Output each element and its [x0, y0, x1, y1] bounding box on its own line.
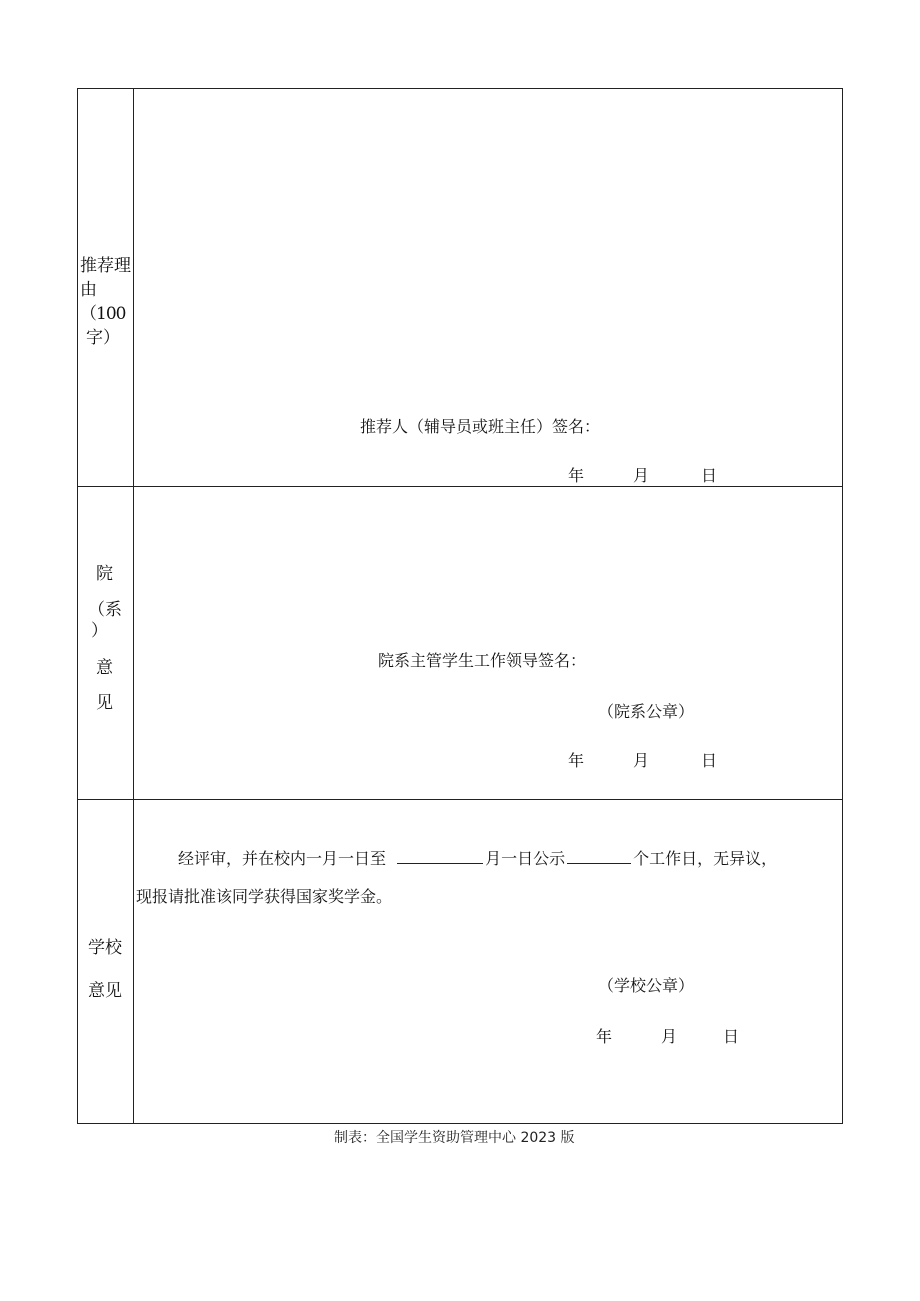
statement-part1: 经评审，并在校内一月一日至: [178, 849, 387, 868]
department-date-month: 月: [633, 751, 650, 770]
department-label-line: （系: [88, 600, 122, 620]
department-seal: （院系公章）: [598, 702, 695, 721]
department-label-line: ）: [91, 621, 108, 641]
school-statement-line1: [178, 847, 777, 870]
school-date-year: 年: [596, 1027, 613, 1046]
label-column-divider: [133, 88, 134, 1124]
department-date-year: 年: [568, 751, 585, 770]
school-date-day: 日: [723, 1027, 740, 1046]
workdays-blank[interactable]: [567, 847, 631, 864]
table-border-top: [77, 88, 843, 89]
row-divider-2: [77, 799, 843, 800]
statement-part3: 个工作日，无异议，: [633, 849, 778, 868]
statement-part2: 月一日公示: [485, 849, 566, 868]
recommend-label-line: 由（100: [80, 280, 126, 324]
form-footer: 制表：全国学生资助管理中心 2023 版: [334, 1130, 575, 1146]
school-date-month: 月: [661, 1027, 678, 1046]
department-date-day: 日: [701, 751, 718, 770]
table-border-bottom: [77, 1123, 843, 1124]
recommender-signature: 推荐人（辅导员或班主任）签名：: [360, 417, 601, 436]
recommend-date-year: 年: [568, 466, 585, 485]
table-border-left: [77, 88, 78, 1124]
recommend-label-line: 字）: [86, 328, 120, 348]
department-leader-signature: 院系主管学生工作领导签名：: [378, 651, 587, 670]
department-label-line: 意: [96, 658, 113, 678]
row-divider-1: [77, 486, 843, 487]
school-statement-line2: 现报请批准该同学获得国家奖学金。: [136, 887, 393, 906]
table-border-right: [842, 88, 843, 1124]
recommend-label: [80, 254, 132, 350]
department-label-line: 见: [96, 693, 113, 713]
recommend-date-month: 月: [633, 466, 650, 485]
recommend-date-day: 日: [701, 466, 718, 485]
school-seal: （学校公章）: [598, 976, 695, 995]
school-label-line: 学校: [88, 938, 122, 958]
recommend-label-line: 推荐理: [80, 256, 131, 276]
publicity-date-blank[interactable]: [397, 847, 483, 864]
school-label-line: 意见: [88, 981, 122, 1001]
department-label-line: 院: [96, 564, 113, 584]
